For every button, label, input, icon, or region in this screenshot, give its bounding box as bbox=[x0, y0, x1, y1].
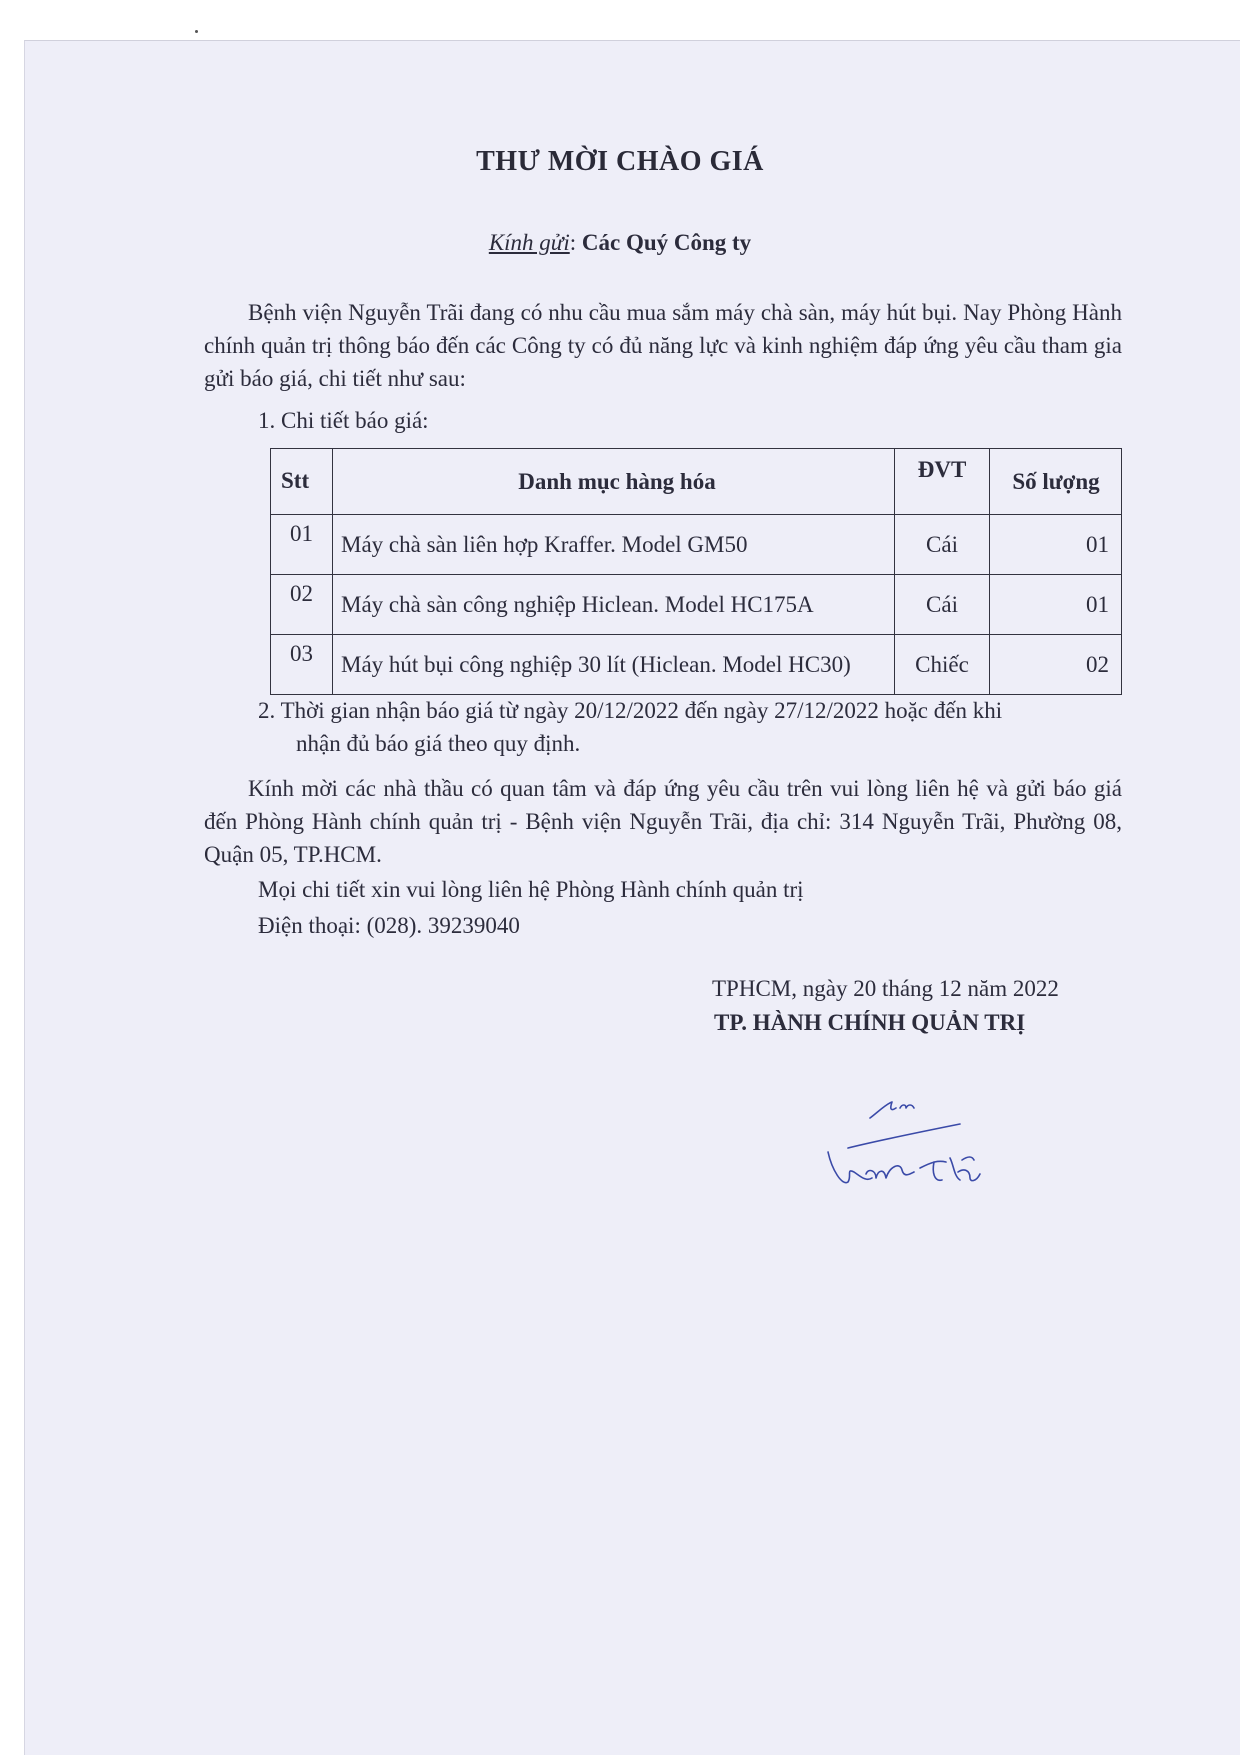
row-name: Máy chà sàn liên hợp Kraffer. Model GM50 bbox=[333, 515, 895, 575]
section-2-line1: 2. Thời gian nhận báo giá từ ngày 20/12/2022 đến ngày 27/12/2022 hoặc đến khi bbox=[258, 698, 1003, 723]
greeting-line bbox=[0, 230, 1240, 256]
date-line: TPHCM, ngày 20 tháng 12 năm 2022 bbox=[712, 976, 1059, 1001]
handwritten-signature bbox=[820, 1090, 1040, 1210]
section-1-heading: 1. Chi tiết báo giá: bbox=[258, 408, 429, 433]
row-stt: 02 bbox=[271, 575, 333, 635]
invitation-paragraph: Kính mời các nhà thầu có quan tâm và đáp ứng yêu cầu trên vui lòng liên hệ và gửi báo giá đến Phòng Hành chính quản trị - Bệnh viện Nguyễn Trãi, địa chỉ: 314 Nguyễn Trãi, Phường 08, Quận 05, TP.HCM. bbox=[204, 776, 1122, 867]
row-stt: 01 bbox=[271, 515, 333, 575]
row-name: Máy chà sàn công nghiệp Hiclean. Model HC175A bbox=[333, 575, 895, 635]
row-unit: Cái bbox=[895, 515, 990, 575]
quote-items-table bbox=[270, 448, 1122, 695]
row-stt: 03 bbox=[271, 635, 333, 695]
greeting-label: Kính gửi bbox=[488, 230, 570, 255]
row-unit: Chiếc bbox=[895, 635, 990, 695]
header-unit: ĐVT bbox=[895, 449, 990, 515]
signer-title: TP. HÀNH CHÍNH QUẢN TRỊ bbox=[714, 1010, 1026, 1035]
section-2-line2: nhận đủ báo giá theo quy định. bbox=[296, 731, 581, 756]
section-2 bbox=[258, 694, 1122, 760]
row-name: Máy hút bụi công nghiệp 30 lít (Hiclean. Model HC30) bbox=[333, 635, 895, 695]
header-qty: Số lượng bbox=[990, 449, 1122, 515]
row-qty: 02 bbox=[990, 635, 1122, 695]
contact-line: Mọi chi tiết xin vui lòng liên hệ Phòng Hành chính quản trị bbox=[258, 877, 804, 902]
row-qty: 01 bbox=[990, 515, 1122, 575]
header-stt: Stt bbox=[271, 449, 333, 515]
scan-speck bbox=[195, 30, 198, 33]
table-row bbox=[271, 575, 1122, 635]
table-header-row bbox=[271, 449, 1122, 515]
row-unit: Cái bbox=[895, 575, 990, 635]
phone-line: Điện thoại: (028). 39239040 bbox=[258, 913, 520, 938]
document-title: THƯ MỜI CHÀO GIÁ bbox=[476, 146, 764, 177]
row-qty: 01 bbox=[990, 575, 1122, 635]
table-row bbox=[271, 635, 1122, 695]
greeting-recipient: Các Quý Công ty bbox=[581, 230, 752, 255]
table-row bbox=[271, 515, 1122, 575]
header-name: Danh mục hàng hóa bbox=[333, 449, 895, 515]
intro-paragraph: Bệnh viện Nguyễn Trãi đang có nhu cầu mua sắm máy chà sàn, máy hút bụi. Nay Phòng Hành chính quản trị thông báo đến các Công ty có đủ năng lực và kinh nghiệm đáp ứng yêu cầu tham gia gửi báo giá, chi tiết như sau: bbox=[204, 300, 1122, 391]
greeting-separator: : bbox=[569, 230, 582, 255]
